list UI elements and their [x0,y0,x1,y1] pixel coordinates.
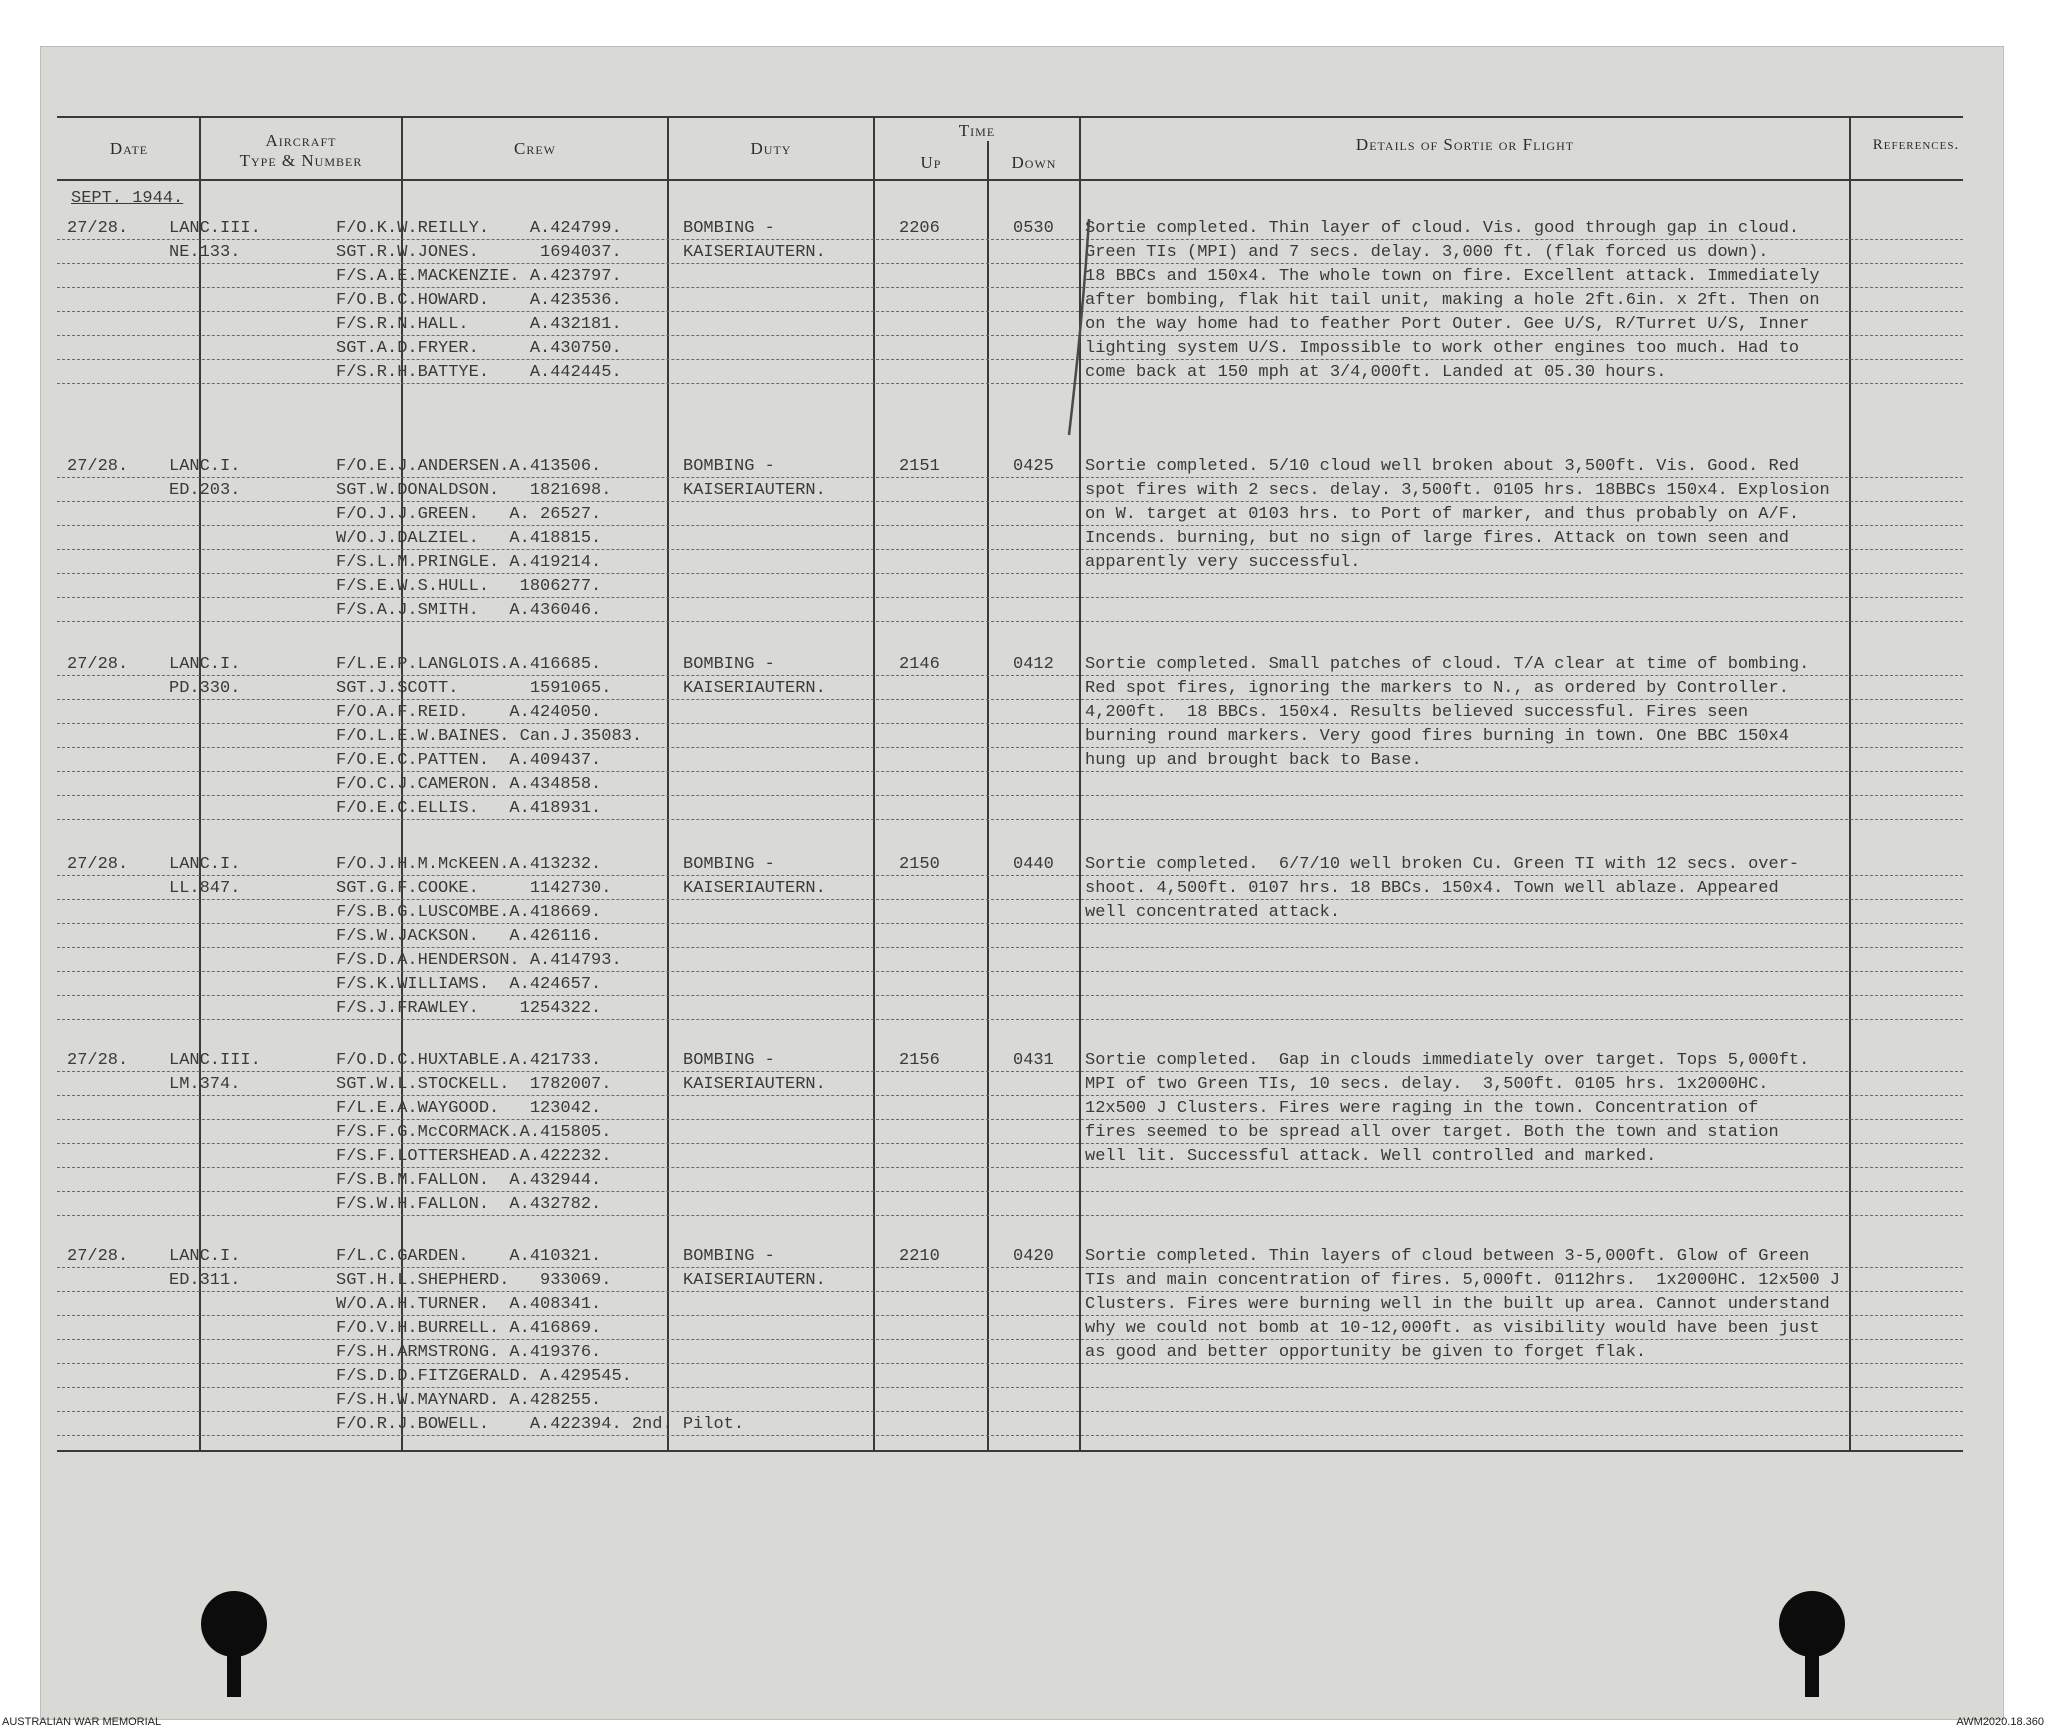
entry-aircraft: ED.203. [169,481,241,500]
ruling-line [57,795,1963,796]
time-up: 2206 [899,219,940,238]
ruling-line [57,1167,1963,1168]
header-references: References. [1872,137,1960,153]
details-line: Sortie completed. Small patches of cloud. T/A clear at time of bombing. [1085,655,1810,674]
details-line: Red spot fires, ignoring the markers to N., as ordered by Controller. [1085,679,1789,698]
ruling-line [57,383,1963,384]
ruling-line [57,597,1963,598]
crew-member: F/S.L.M.PRINGLE. A.419214. [336,553,602,572]
ruling-line [57,501,1963,502]
col-rule-crew [667,116,669,1450]
crew-member: F/O.E.C.PATTEN. A.409437. [336,751,602,770]
crew-member: F/O.D.C.HUXTABLE.A.421733. [336,1051,602,1070]
details-line: 12x500 J Clusters. Fires were raging in the town. Concentration of [1085,1099,1759,1118]
ruling-line [57,311,1963,312]
entry-aircraft: LANC.I. [169,457,241,476]
entry-duty: BOMBING - [683,457,775,476]
crew-member: F/O.A.F.REID. A.424050. [336,703,602,722]
crew-member: F/L.C.GARDEN. A.410321. [336,1247,602,1266]
entry-date: 27/28. [67,1247,129,1266]
entry-date: 27/28. [67,655,129,674]
entry-aircraft: PD.330. [169,679,241,698]
crew-member: F/S.B.G.LUSCOMBE.A.418669. [336,903,602,922]
binder-tab-right [1805,1637,1819,1697]
crew-member: F/O.E.J.ANDERSEN.A.413506. [336,457,602,476]
ruling-line [57,723,1963,724]
details-line: on W. target at 0103 hrs. to Port of marker, and thus probably on A/F. [1085,505,1800,524]
ruling-line [57,239,1963,240]
details-line: Sortie completed. 6/7/10 well broken Cu. Green TI with 12 secs. over- [1085,855,1800,874]
crew-member: F/S.F.LOTTERSHEAD.A.422232. [336,1147,612,1166]
ruling-line [57,1387,1963,1388]
crew-member: F/S.J.FRAWLEY. 1254322. [336,999,602,1018]
crew-member: F/S.E.W.S.HULL. 1806277. [336,577,602,596]
entry-aircraft: NE.133. [169,243,241,262]
header-bottom-rule [57,179,1963,181]
entry-duty: KAISERIAUTERN. [683,679,826,698]
entry-date: 27/28. [67,457,129,476]
entry-aircraft: LANC.I. [169,1247,241,1266]
ruling-line [57,525,1963,526]
crew-member: F/S.A.E.MACKENZIE. A.423797. [336,267,622,286]
crew-member: F/S.F.G.McCORMACK.A.415805. [336,1123,612,1142]
crew-member: F/O.J.J.GREEN. A. 26527. [336,505,602,524]
header-down: Down [1011,153,1057,172]
ruling-line [57,1119,1963,1120]
header-details: Details of Sortie or Flight [1355,135,1575,154]
details-line: fires seemed to be spread all over target. Both the town and station [1085,1123,1779,1142]
crew-member: SGT.H.L.SHEPHERD. 933069. [336,1271,612,1290]
crew-member: F/S.W.JACKSON. A.426116. [336,927,602,946]
details-line: apparently very successful. [1085,553,1361,572]
ruling-line [57,771,1963,772]
details-line: Sortie completed. Thin layer of cloud. Vis. good through gap in cloud. [1085,219,1800,238]
entry-aircraft: LANC.I. [169,855,241,874]
ruling-line [57,923,1963,924]
ruling-line [57,947,1963,948]
ruling-line [57,995,1963,996]
crew-member: F/S.D.D.FITZGERALD. A.429545. [336,1367,632,1386]
crew-member: F/S.W.H.FALLON. A.432782. [336,1195,602,1214]
crew-member: F/O.L.E.W.BAINES. Can.J.35083. [336,727,643,746]
crew-member: F/S.B.M.FALLON. A.432944. [336,1171,602,1190]
details-line: burning round markers. Very good fires burning in town. One BBC 150x4 [1085,727,1789,746]
col-rule-duty [873,116,875,1450]
crew-member: F/S.K.WILLIAMS. A.424657. [336,975,602,994]
ruling-line [57,1363,1963,1364]
ruling-line [57,1095,1963,1096]
crew-member: F/O.B.C.HOWARD. A.423536. [336,291,622,310]
ruling-line [57,477,1963,478]
crew-member: F/S.A.J.SMITH. A.436046. [336,601,602,620]
details-line: MPI of two Green TIs, 10 secs. delay. 3,500ft. 0105 hrs. 1x2000HC. [1085,1075,1769,1094]
entry-duty: BOMBING - [683,1247,775,1266]
ruling-line [57,549,1963,550]
entry-duty: KAISERIAUTERN. [683,1271,826,1290]
ruling-line [57,1435,1963,1436]
details-line: Sortie completed. Gap in clouds immediately over target. Tops 5,000ft. [1085,1051,1810,1070]
crew-member: F/O.C.J.CAMERON. A.434858. [336,775,602,794]
ruling-line [57,263,1963,264]
footer-reference: AWM2020.18.360 [1956,1716,2044,1728]
crew-member: F/S.D.A.HENDERSON. A.414793. [336,951,622,970]
crew-member: F/S.H.ARMSTRONG. A.419376. [336,1343,602,1362]
ruling-line [57,699,1963,700]
crew-member: SGT.J.SCOTT. 1591065. [336,679,612,698]
details-line: after bombing, flak hit tail unit, making a hole 2ft.6in. x 2ft. Then on [1085,291,1820,310]
header-top-rule [57,116,1963,118]
time-up: 2151 [899,457,940,476]
entry-aircraft: LANC.III. [169,219,261,238]
table-bottom-rule [57,1450,1963,1452]
ruling-line [57,1143,1963,1144]
details-line: Green TIs (MPI) and 7 secs. delay. 3,000 ft. (flak forced us down). [1085,243,1769,262]
crew-member: W/O.J.DALZIEL. A.418815. [336,529,602,548]
crew-member: F/O.J.H.M.McKEEN.A.413232. [336,855,602,874]
period-label: SEPT. 1944. [71,189,184,208]
header-up: Up [920,153,942,172]
ruling-line [57,819,1963,820]
entry-aircraft: LANC.III. [169,1051,261,1070]
crew-member: F/S.R.H.BATTYE. A.442445. [336,363,622,382]
col-rule-details [1849,116,1851,1450]
header-duty: Duty [750,139,792,158]
details-line: spot fires with 2 secs. delay. 3,500ft. 0105 hrs. 18BBCs 150x4. Explosion [1085,481,1830,500]
footer-credit: AUSTRALIAN WAR MEMORIAL [2,1716,162,1728]
details-line: on the way home had to feather Port Outer. Gee U/S, R/Turret U/S, Inner [1085,315,1810,334]
ruling-line [57,899,1963,900]
crew-member: W/O.A.H.TURNER. A.408341. [336,1295,602,1314]
entry-duty: BOMBING - [683,219,775,238]
entry-aircraft: ED.311. [169,1271,241,1290]
details-line: as good and better opportunity be given to forget flak. [1085,1343,1647,1362]
time-up: 2150 [899,855,940,874]
entry-aircraft: LL.847. [169,879,241,898]
ruling-line [57,1019,1963,1020]
details-line: Incends. burning, but no sign of large fires. Attack on town seen and [1085,529,1789,548]
details-line: come back at 150 mph at 3/4,000ft. Landed at 05.30 hours. [1085,363,1667,382]
entry-duty: BOMBING - [683,1051,775,1070]
time-up: 2146 [899,655,940,674]
header-type-number: Type & Number [239,151,363,170]
time-down: 0425 [1013,457,1054,476]
header-date: Date [109,139,149,158]
time-down: 0440 [1013,855,1054,874]
entry-aircraft: LANC.I. [169,655,241,674]
pen-tick-mark [1061,215,1101,445]
crew-member: SGT.G.F.COOKE. 1142730. [336,879,612,898]
ruling-line [57,971,1963,972]
details-line: 18 BBCs and 150x4. The whole town on fire. Excellent attack. Immediately [1085,267,1820,286]
ruling-line [57,1267,1963,1268]
details-line: hung up and brought back to Base. [1085,751,1422,770]
ruling-line [57,1071,1963,1072]
crew-member: F/L.E.A.WAYGOOD. 123042. [336,1099,602,1118]
ruling-line [57,1191,1963,1192]
time-down: 0420 [1013,1247,1054,1266]
entry-duty: KAISERIAUTERN. [683,481,826,500]
ruling-line [57,621,1963,622]
binder-tab-left [227,1637,241,1697]
crew-member: SGT.A.D.FRYER. A.430750. [336,339,622,358]
time-up: 2210 [899,1247,940,1266]
crew-member: F/O.E.C.ELLIS. A.418931. [336,799,602,818]
details-line: Sortie completed. 5/10 cloud well broken about 3,500ft. Vis. Good. Red [1085,457,1800,476]
crew-member: F/S.H.W.MAYNARD. A.428255. [336,1391,602,1410]
ruling-line [57,1315,1963,1316]
header-time: Time [958,121,996,140]
details-line: why we could not bomb at 10-12,000ft. as visibility would have been just [1085,1319,1820,1338]
entry-date: 27/28. [67,855,129,874]
crew-member: F/O.K.W.REILLY. A.424799. [336,219,622,238]
time-down: 0530 [1013,219,1054,238]
time-down: 0431 [1013,1051,1054,1070]
entry-duty: KAISERIAUTERN. [683,243,826,262]
time-up: 2156 [899,1051,940,1070]
crew-member: SGT.R.W.JONES. 1694037. [336,243,622,262]
crew-member: F/S.R.N.HALL. A.432181. [336,315,622,334]
crew-member: SGT.W.L.STOCKELL. 1782007. [336,1075,612,1094]
details-line: Sortie completed. Thin layers of cloud between 3-5,000ft. Glow of Green [1085,1247,1810,1266]
entry-duty: KAISERIAUTERN. [683,1075,826,1094]
ruling-line [57,1339,1963,1340]
entry-aircraft: LM.374. [169,1075,241,1094]
entry-date: 27/28. [67,219,129,238]
details-line: Clusters. Fires were burning well in the built up area. Cannot understand [1085,1295,1830,1314]
header-crew: Crew [514,139,556,158]
details-line: TIs and main concentration of fires. 5,000ft. 0112hrs. 1x2000HC. 12x500 J [1085,1271,1840,1290]
details-line: shoot. 4,500ft. 0107 hrs. 18 BBCs. 150x4. Town well ablaze. Appeared [1085,879,1779,898]
details-line: well lit. Successful attack. Well controlled and marked. [1085,1147,1657,1166]
record-sheet [40,46,2004,1720]
entry-date: 27/28. [67,1051,129,1070]
crew-member: SGT.W.DONALDSON. 1821698. [336,481,612,500]
ruling-line [57,675,1963,676]
ruling-line [57,1215,1963,1216]
crew-member: F/O.R.J.BOWELL. A.422394. 2nd. Pilot. [336,1415,745,1434]
details-line: lighting system U/S. Impossible to work other engines too much. Had to [1085,339,1800,358]
ruling-line [57,1411,1963,1412]
time-down: 0412 [1013,655,1054,674]
crew-member: F/L.E.P.LANGLOIS.A.416685. [336,655,602,674]
ruling-line [57,287,1963,288]
ruling-line [57,875,1963,876]
ruling-line [57,747,1963,748]
crew-member: F/O.V.H.BURRELL. A.416869. [336,1319,602,1338]
details-line: well concentrated attack. [1085,903,1341,922]
entry-duty: KAISERIAUTERN. [683,879,826,898]
ruling-line [57,573,1963,574]
header-aircraft: Aircraft [265,131,337,150]
ruling-line [57,1291,1963,1292]
details-line: 4,200ft. 18 BBCs. 150x4. Results believed successful. Fires seen [1085,703,1749,722]
entry-duty: BOMBING - [683,855,775,874]
entry-duty: BOMBING - [683,655,775,674]
ruling-line [57,359,1963,360]
ruling-line [57,335,1963,336]
